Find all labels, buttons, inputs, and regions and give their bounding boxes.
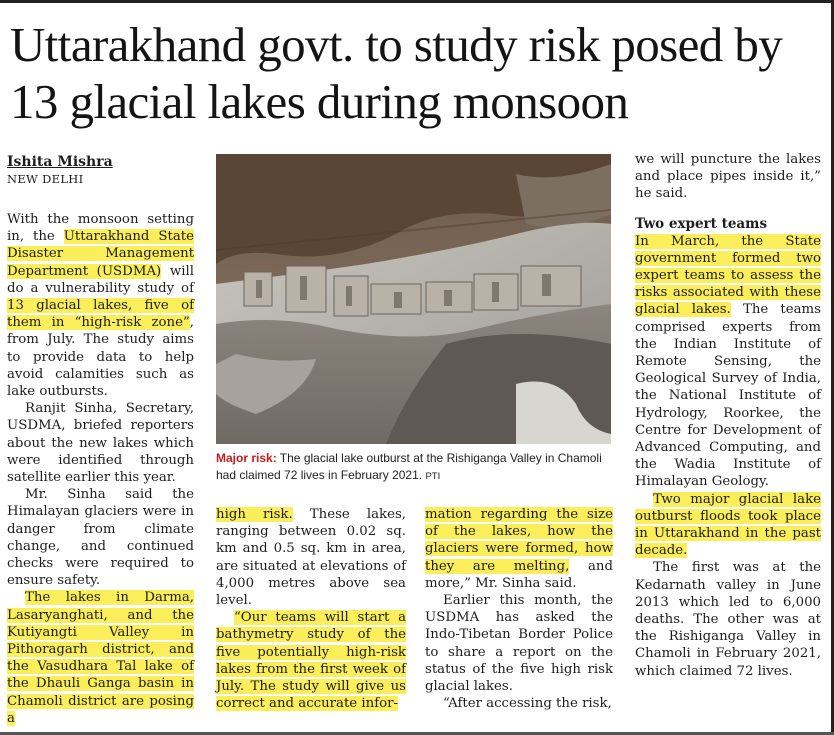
article-column-1 [7,154,194,727]
highlighted-text: Uttarakhand State Disaster Management Department (USDMA) [7,229,194,279]
paragraph: Earlier this month, the USDMA has asked the Indo-Tibetan Border Police to share a report on the status of the five high risk glacial lakes. [425,593,613,695]
text-run: will do a vulnerability study of [7,263,194,296]
paragraph: Ranjit Sinha, Secretary, USDMA, briefed reporters about the new lakes which were identified through satellite earlier this year. [7,401,194,486]
highlighted-text: high risk. [216,507,293,522]
text-run: The teams comprised experts from the Indian Institute of Remote Sensing, the Geological Survey of India, the National Institute of Hydrology, Roorkee, the Centre for Development of Advanced Computing, and the Wadia Institute of Himalayan Geology. [635,302,821,490]
highlighted-text: mation regarding the size of the lakes, how the glaciers were formed, how they are melting, [425,507,613,574]
paragraph: we will puncture the lakes and place pipes inside it,” he said. [635,152,821,202]
paragraph [216,609,406,712]
article-column-2 [216,506,406,712]
text-run: , from July. The study aims to provide data to help avoid calamities such as lake outbursts. [7,315,194,400]
text-run: These lakes, ranging between 0.02 sq. km and 0.5 sq. km in area, are situated at elevations of 4,000 metres above sea level. [216,507,406,609]
paragraph: The first was at the Kedarnath valley in June 2013 which led to 6,000 deaths. The other was at the Rishiganga Valley in Chamoli in February 2021, which claimed 72 lives. [635,560,821,679]
highlighted-text: The lakes in Darma, Lasaryanghati, and the Kutiyangti Valley in Pithoragarh district, and the Vasudhara Tal lake of the Dhauli Ganga basin in Chamoli district are posing a [7,590,194,726]
byline-author: Ishita Mishra [7,154,113,170]
paragraph: “After accessing the risk, [443,696,612,712]
article-column-4 [635,151,821,680]
paragraph [635,233,821,491]
photo-credit: PTI [425,471,441,482]
photo-caption [216,450,613,485]
article-column-3 [425,506,613,712]
paragraph [7,589,194,727]
paragraph [7,211,194,400]
caption-text: The glacial lake outburst at the Rishiganga Valley in Chamoli had claimed 72 lives in February 2021. [216,451,602,482]
paragraph [425,506,613,592]
text-run: With the monsoon setting in, the [7,212,194,245]
dateline: NEW DELHI [7,172,84,186]
article-headline: Uttarakhand govt. to study risk posed by 13 glacial lakes during monsoon [10,17,783,129]
text-run: and more,” Mr. Sinha said. [425,558,614,591]
paragraph [216,506,406,609]
highlighted-text: Two major glacial lake outburst floods took place in Uttarakhand in the past decade. [635,491,821,559]
frame-top-rule [0,0,834,3]
paragraph: Mr. Sinha said the Himalayan glaciers were in danger from climate change, and continued checks were required to ensure safety. [7,487,194,589]
highlighted-text: 13 glacial lakes, five of them in “high-risk zone” [7,298,194,331]
paragraph [635,491,821,560]
highlighted-text: “Our teams will start a bathymetry study of the five potentially high-risk lakes from the first week of July. The study will give us correct and accurate infor- [216,610,406,712]
caption-lead: Major risk: [216,451,277,465]
news-photo-glacial-lake-outburst [216,154,611,444]
photo-illustration [216,154,611,444]
highlighted-text: In March, the State government formed two expert teams to assess the risks associated with these glacial lakes. [635,233,821,318]
section-subhead: Two expert teams [635,215,768,232]
